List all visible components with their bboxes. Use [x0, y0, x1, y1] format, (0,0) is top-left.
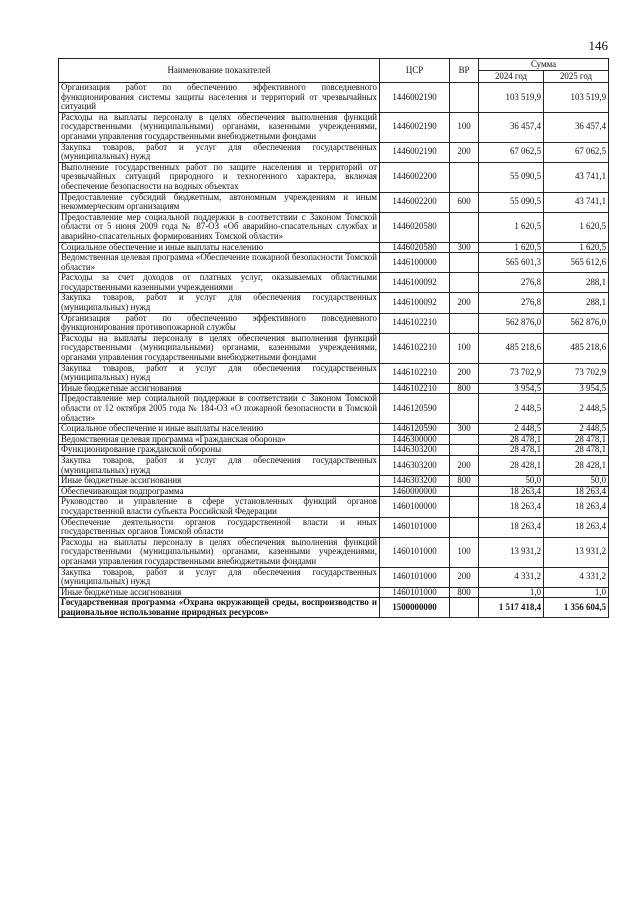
table-row — [59, 434, 609, 445]
row-name-cell: Социальное обеспечение и иные выплаты населению — [59, 424, 380, 435]
table-row — [59, 242, 609, 253]
header-sum: Сумма — [479, 59, 609, 71]
table-row — [59, 455, 609, 475]
table-row — [59, 162, 609, 192]
row-csr-cell: 1446102210 — [380, 333, 450, 363]
row-csr-cell: 1446100092 — [380, 273, 450, 293]
row-csr-cell: 1446120590 — [380, 424, 450, 435]
row-sum-2025-cell: 67 062,5 — [544, 142, 609, 162]
page-number: 146 — [588, 38, 608, 53]
header-year-2024: 2024 год — [479, 71, 544, 83]
row-csr-cell: 1446100000 — [380, 253, 450, 273]
row-sum-2024-cell: 18 263,4 — [479, 497, 544, 517]
row-csr-cell: 1446002200 — [380, 192, 450, 212]
row-sum-2025-cell: 18 263,4 — [544, 486, 609, 497]
budget-table — [58, 58, 609, 618]
row-name-cell: Закупка товаров, работ и услуг для обеспечения государственных (муниципальных) нужд — [59, 455, 380, 475]
row-vr-cell — [450, 445, 479, 456]
table-row — [59, 598, 609, 618]
table-row — [59, 567, 609, 587]
header-name: Наименование показателей — [59, 59, 380, 83]
row-csr-cell: 1446102210 — [380, 383, 450, 394]
row-name-cell: Расходы на выплаты персоналу в целях обеспечения выполнения функций государственными (муниципальными) органами, казенными учреждениями, органами управления государственными внебюджетными фондами — [59, 112, 380, 142]
table-row — [59, 253, 609, 273]
row-csr-cell: 1460101000 — [380, 567, 450, 587]
row-vr-cell — [450, 394, 479, 424]
row-sum-2024-cell: 3 954,5 — [479, 383, 544, 394]
row-sum-2025-cell: 73 702,9 — [544, 363, 609, 383]
row-vr-cell — [450, 598, 479, 618]
row-sum-2025-cell: 103 519,9 — [544, 83, 609, 113]
header-vr: ВР — [450, 59, 479, 83]
row-vr-cell — [450, 486, 479, 497]
table-row — [59, 192, 609, 212]
row-vr-cell: 800 — [450, 476, 479, 487]
table-row — [59, 293, 609, 313]
row-vr-cell: 800 — [450, 587, 479, 598]
row-name-cell: Закупка товаров, работ и услуг для обеспечения государственных (муниципальных) нужд — [59, 142, 380, 162]
row-name-cell: Ведомственная целевая программа «Гражданская оборона» — [59, 434, 380, 445]
header-year-2025: 2025 год — [544, 71, 609, 83]
row-vr-cell — [450, 517, 479, 537]
row-name-cell: Закупка товаров, работ и услуг для обеспечения государственных (муниципальных) нужд — [59, 363, 380, 383]
row-name-cell: Предоставление субсидий бюджетным, автономным учреждениям и иным некоммерческим организациям — [59, 192, 380, 212]
table-row — [59, 517, 609, 537]
row-vr-cell: 200 — [450, 567, 479, 587]
row-csr-cell: 1446303200 — [380, 445, 450, 456]
row-vr-cell: 300 — [450, 242, 479, 253]
row-vr-cell: 200 — [450, 142, 479, 162]
row-name-cell: Расходы за счет доходов от платных услуг, оказываемых областными государственными казенными учреждениями — [59, 273, 380, 293]
row-sum-2024-cell: 67 062,5 — [479, 142, 544, 162]
row-name-cell: Организация работ по обеспечению эффективного повседневного функционирования системы защиты населения и территорий от чрезвычайных ситуаций — [59, 83, 380, 113]
row-csr-cell: 1446002190 — [380, 112, 450, 142]
row-name-cell: Обеспечивающая подпрограмма — [59, 486, 380, 497]
row-csr-cell: 1446303200 — [380, 455, 450, 475]
row-sum-2025-cell: 565 612,6 — [544, 253, 609, 273]
row-csr-cell: 1446002190 — [380, 83, 450, 113]
table-row — [59, 83, 609, 113]
row-sum-2024-cell: 485 218,6 — [479, 333, 544, 363]
row-vr-cell — [450, 212, 479, 242]
row-sum-2024-cell: 55 090,5 — [479, 192, 544, 212]
table-row — [59, 333, 609, 363]
table-row — [59, 212, 609, 242]
table-row — [59, 424, 609, 435]
row-name-cell: Расходы на выплаты персоналу в целях обеспечения выполнения функций государственными (муниципальными) органами, казенными учреждениями, органами управления государственными внебюджетными фондами — [59, 537, 380, 567]
row-csr-cell: 1446120590 — [380, 394, 450, 424]
row-vr-cell: 100 — [450, 112, 479, 142]
table-row — [59, 537, 609, 567]
row-csr-cell: 1446102210 — [380, 313, 450, 333]
row-sum-2024-cell: 562 876,0 — [479, 313, 544, 333]
row-name-cell: Руководство и управление в сфере установленных функций органов государственной власти субъекта Российской Федерации — [59, 497, 380, 517]
row-sum-2024-cell: 55 090,5 — [479, 162, 544, 192]
row-sum-2025-cell: 4 331,2 — [544, 567, 609, 587]
row-name-cell: Закупка товаров, работ и услуг для обеспечения государственных (муниципальных) нужд — [59, 293, 380, 313]
row-name-cell: Социальное обеспечение и иные выплаты населению — [59, 242, 380, 253]
row-csr-cell: 1446002190 — [380, 142, 450, 162]
table-row — [59, 273, 609, 293]
row-sum-2025-cell: 1,0 — [544, 587, 609, 598]
row-sum-2024-cell: 36 457,4 — [479, 112, 544, 142]
row-vr-cell: 300 — [450, 424, 479, 435]
row-sum-2024-cell: 28 428,1 — [479, 455, 544, 475]
row-sum-2025-cell: 18 263,4 — [544, 497, 609, 517]
table-row — [59, 497, 609, 517]
row-name-cell: Предоставление мер социальной поддержки в соответствии с Законом Томской области от 12 октября 2005 года № 184-ОЗ «О пожарной безопасности в Томской области» — [59, 394, 380, 424]
row-sum-2024-cell: 103 519,9 — [479, 83, 544, 113]
row-sum-2025-cell: 18 263,4 — [544, 517, 609, 537]
row-sum-2025-cell: 2 448,5 — [544, 394, 609, 424]
row-vr-cell — [450, 497, 479, 517]
row-sum-2024-cell: 28 478,1 — [479, 445, 544, 456]
row-name-cell: Закупка товаров, работ и услуг для обеспечения государственных (муниципальных) нужд — [59, 567, 380, 587]
row-sum-2024-cell: 18 263,4 — [479, 486, 544, 497]
row-vr-cell — [450, 162, 479, 192]
row-sum-2025-cell: 43 741,1 — [544, 192, 609, 212]
row-vr-cell — [450, 273, 479, 293]
row-vr-cell — [450, 313, 479, 333]
row-name-cell: Расходы на выплаты персоналу в целях обеспечения выполнения функций государственными (муниципальными) органами, казенными учреждениями, органами управления государственными внебюджетными фондами — [59, 333, 380, 363]
row-sum-2025-cell: 288,1 — [544, 273, 609, 293]
row-csr-cell: 1460101000 — [380, 537, 450, 567]
row-vr-cell: 200 — [450, 293, 479, 313]
row-vr-cell — [450, 83, 479, 113]
row-sum-2025-cell: 13 931,2 — [544, 537, 609, 567]
table-row — [59, 445, 609, 456]
row-sum-2025-cell: 288,1 — [544, 293, 609, 313]
row-name-cell: Иные бюджетные ассигнования — [59, 476, 380, 487]
row-sum-2024-cell: 1 620,5 — [479, 242, 544, 253]
row-name-cell: Функционирование гражданской обороны — [59, 445, 380, 456]
table-row — [59, 313, 609, 333]
row-sum-2024-cell: 18 263,4 — [479, 517, 544, 537]
row-sum-2024-cell: 28 478,1 — [479, 434, 544, 445]
row-csr-cell: 1460101000 — [380, 587, 450, 598]
row-sum-2024-cell: 73 702,9 — [479, 363, 544, 383]
row-csr-cell: 1446100092 — [380, 293, 450, 313]
table-header — [59, 59, 609, 83]
row-sum-2024-cell: 1 517 418,4 — [479, 598, 544, 618]
row-sum-2024-cell: 50,0 — [479, 476, 544, 487]
row-csr-cell: 1500000000 — [380, 598, 450, 618]
row-sum-2025-cell: 43 741,1 — [544, 162, 609, 192]
row-sum-2024-cell: 276,8 — [479, 273, 544, 293]
row-sum-2025-cell: 1 620,5 — [544, 242, 609, 253]
row-csr-cell: 1446020580 — [380, 242, 450, 253]
row-vr-cell — [450, 253, 479, 273]
table-row — [59, 363, 609, 383]
row-sum-2025-cell: 50,0 — [544, 476, 609, 487]
row-csr-cell: 1460000000 — [380, 486, 450, 497]
row-name-cell: Иные бюджетные ассигнования — [59, 587, 380, 598]
table-row — [59, 476, 609, 487]
table-row — [59, 383, 609, 394]
row-name-cell: Обеспечение деятельности органов государственной власти и иных государственных органов Томской области — [59, 517, 380, 537]
row-name-cell: Иные бюджетные ассигнования — [59, 383, 380, 394]
row-name-cell: Ведомственная целевая программа «Обеспечение пожарной безопасности Томской области» — [59, 253, 380, 273]
row-sum-2024-cell: 4 331,2 — [479, 567, 544, 587]
row-sum-2024-cell: 2 448,5 — [479, 424, 544, 435]
row-name-cell: Организация работ по обеспечению эффективного повседневного функционирования противопожарной службы — [59, 313, 380, 333]
row-sum-2025-cell: 1 620,5 — [544, 212, 609, 242]
table-row — [59, 486, 609, 497]
table-row — [59, 142, 609, 162]
row-name-cell: Выполнение государственных работ по защите населения и территорий от чрезвычайных ситуаций природного и техногенного характера, включая обеспечение безопасности на водных объектах — [59, 162, 380, 192]
row-sum-2025-cell: 36 457,4 — [544, 112, 609, 142]
row-sum-2024-cell: 276,8 — [479, 293, 544, 313]
row-vr-cell: 200 — [450, 455, 479, 475]
row-csr-cell: 1446020580 — [380, 212, 450, 242]
row-csr-cell: 1446303200 — [380, 476, 450, 487]
row-sum-2024-cell: 2 448,5 — [479, 394, 544, 424]
row-sum-2024-cell: 1,0 — [479, 587, 544, 598]
row-sum-2024-cell: 1 620,5 — [479, 212, 544, 242]
table-row — [59, 587, 609, 598]
row-csr-cell: 1446300000 — [380, 434, 450, 445]
row-sum-2025-cell: 28 478,1 — [544, 445, 609, 456]
row-sum-2025-cell: 28 428,1 — [544, 455, 609, 475]
row-vr-cell: 200 — [450, 363, 479, 383]
table-row — [59, 394, 609, 424]
row-vr-cell: 100 — [450, 537, 479, 567]
row-sum-2025-cell: 2 448,5 — [544, 424, 609, 435]
row-sum-2025-cell: 1 356 604,5 — [544, 598, 609, 618]
row-csr-cell: 1460100000 — [380, 497, 450, 517]
row-sum-2025-cell: 28 478,1 — [544, 434, 609, 445]
row-sum-2024-cell: 13 931,2 — [479, 537, 544, 567]
row-csr-cell: 1446102210 — [380, 363, 450, 383]
row-sum-2024-cell: 565 601,3 — [479, 253, 544, 273]
header-csr: ЦСР — [380, 59, 450, 83]
row-vr-cell: 100 — [450, 333, 479, 363]
row-csr-cell: 1460101000 — [380, 517, 450, 537]
row-vr-cell: 600 — [450, 192, 479, 212]
table-row — [59, 112, 609, 142]
row-name-cell: Государственная программа «Охрана окружающей среды, воспроизводство и рациональное использование природных ресурсов» — [59, 598, 380, 618]
row-vr-cell — [450, 434, 479, 445]
row-sum-2025-cell: 485 218,6 — [544, 333, 609, 363]
row-csr-cell: 1446002200 — [380, 162, 450, 192]
table-body — [59, 83, 609, 618]
row-sum-2025-cell: 3 954,5 — [544, 383, 609, 394]
row-vr-cell: 800 — [450, 383, 479, 394]
row-sum-2025-cell: 562 876,0 — [544, 313, 609, 333]
row-name-cell: Предоставление мер социальной поддержки в соответствии с Законом Томской области от 5 июня 2009 года № 87-ОЗ «Об аварийно-спасательных службах и аварийно-спасательных формированиях Томской области» — [59, 212, 380, 242]
